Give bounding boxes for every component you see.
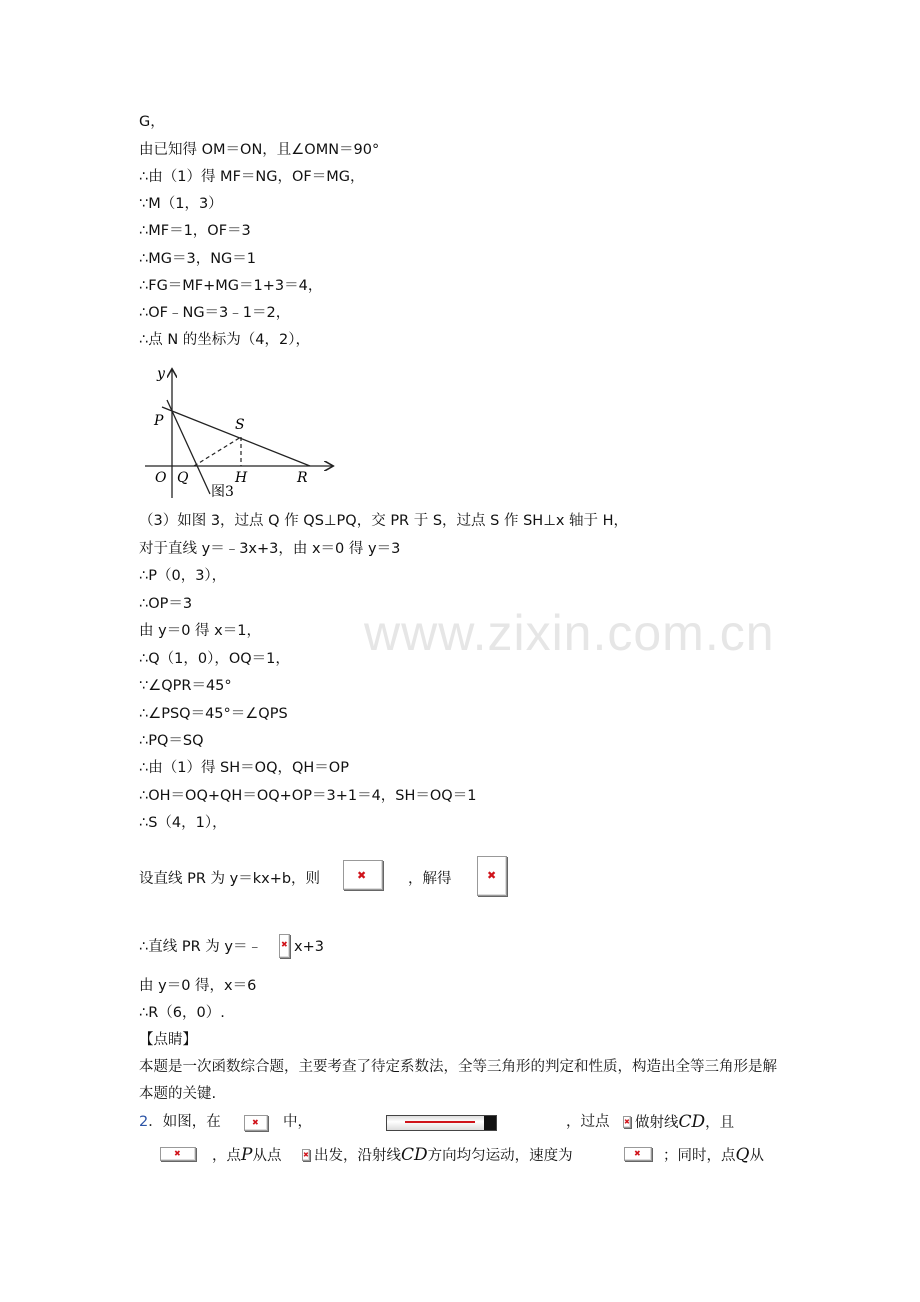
equation-image	[343, 860, 383, 890]
text-line: （3）如图 3，过点 Q 作 QS⊥PQ，交 PR 于 S，过点 S 作 SH⊥x 轴于 H，	[139, 513, 629, 529]
equation-image	[477, 856, 507, 896]
q2-text: ．如图，在	[148, 1114, 221, 1130]
watermark: www.zixin.com.cn	[364, 605, 775, 661]
text-line: ∴FG＝MF+MG＝1+3＝4，	[139, 278, 323, 294]
broken-image-icon: ✖	[281, 940, 288, 949]
text-line: ∴点 N 的坐标为（4，2），	[139, 332, 310, 348]
ray-cd-2: CD	[401, 1145, 428, 1165]
text-line: ∴由（1）得 MF＝NG，OF＝MG，	[139, 169, 365, 185]
label-o: O	[155, 470, 167, 486]
label-s: S	[235, 417, 245, 433]
q2-text	[663, 1145, 764, 1166]
equation-image	[302, 1149, 310, 1161]
broken-image-icon: ✖	[487, 869, 497, 882]
text-line: 设直线 PR 为 y＝kx+b，则	[139, 871, 321, 887]
comment-heading: 【点睛】	[139, 1032, 197, 1048]
q2-text: 中，	[283, 1114, 312, 1130]
text-line: ∴∠PSQ＝45°＝∠QPS	[139, 706, 288, 722]
text-line: ∴S（4，1），	[139, 815, 227, 831]
equation-image	[160, 1147, 196, 1161]
text-line: 由已知得 OM＝ON，且∠OMN＝90°	[139, 142, 380, 158]
figure-caption: 图3	[211, 484, 234, 500]
q2-text	[635, 1112, 734, 1133]
label-h: H	[235, 470, 248, 486]
label-r: R	[297, 470, 308, 486]
equation-image	[623, 1116, 631, 1128]
question-2-line-2	[212, 1145, 281, 1166]
question-number: 2	[139, 1114, 149, 1130]
q2-text	[314, 1145, 573, 1166]
q2-text: 从点	[252, 1148, 282, 1164]
equation-image	[624, 1147, 652, 1161]
image-bar	[405, 1121, 475, 1123]
equation-image-wide	[386, 1115, 497, 1131]
text-line: ，解得	[408, 871, 452, 887]
label-q: Q	[177, 470, 189, 486]
image-block	[484, 1116, 496, 1130]
text-line: ∴OH＝OQ+QH＝OQ+OP＝3+1＝4，SH＝OQ＝1	[139, 788, 477, 804]
q2-text: ，且	[705, 1115, 735, 1131]
broken-image-icon: ✖	[174, 1149, 181, 1158]
text-line: ∴MF＝1，OF＝3	[139, 223, 251, 239]
label-y: y	[157, 366, 165, 382]
q2-text: 方向均匀运动，速度为	[427, 1148, 573, 1164]
text-line: ∴MG＝3，NG＝1	[139, 251, 257, 267]
q2-text: 从	[749, 1148, 764, 1164]
ray-cd: CD	[678, 1112, 706, 1132]
label-p: P	[154, 413, 164, 429]
text-line: x+3	[294, 939, 324, 955]
equation-image	[244, 1115, 268, 1131]
text-line: 由 y＝0 得 x＝1，	[139, 623, 261, 639]
text-line: 由 y＝0 得，x＝6	[139, 978, 257, 994]
segment-qs	[194, 437, 241, 466]
question-2-line-1	[139, 1112, 221, 1132]
q2-text: 出发，沿射线	[314, 1148, 401, 1164]
text-line: ∵∠QPR＝45°	[139, 678, 232, 694]
text-line: G，	[139, 114, 165, 130]
broken-image-icon: ✖	[357, 869, 367, 882]
text-line: ∴PQ＝SQ	[139, 733, 204, 749]
text-line: ∴直线 PR 为 y＝﹣	[139, 939, 262, 955]
text-line: ∴OF﹣NG＝3﹣1＝2，	[139, 305, 291, 321]
q2-text: ；同时，点	[663, 1148, 736, 1164]
text-line: ∵M（1，3）	[139, 196, 223, 212]
broken-image-icon: ✖	[252, 1118, 259, 1127]
text-line: ∴由（1）得 SH＝OQ，QH＝OP	[139, 760, 349, 776]
point-q: Q	[735, 1145, 750, 1165]
broken-image-icon: ✖	[303, 1151, 309, 1159]
text-line: ∴Q（1，0），OQ＝1，	[139, 651, 290, 667]
text-line: ∴R（6，0）.	[139, 1005, 225, 1021]
point-p: P	[241, 1145, 253, 1165]
q2-text: ，点	[212, 1148, 241, 1164]
text-line: ∴OP＝3	[139, 596, 193, 612]
broken-image-icon: ✖	[624, 1118, 630, 1126]
text-line: ∴P（0，3），	[139, 568, 227, 584]
q2-text: ，过点	[566, 1114, 610, 1130]
text-line: 对于直线 y＝﹣3x+3，由 x＝0 得 y＝3	[139, 541, 401, 557]
q2-text: 做射线	[635, 1115, 679, 1131]
broken-image-icon: ✖	[634, 1149, 641, 1158]
equation-image	[279, 934, 290, 958]
figure-3	[140, 362, 340, 502]
comment-text: 本题是一次函数综合题，主要考查了待定系数法，全等三角形的判定和性质，构造出全等三角形是解本题的关键.	[139, 1059, 777, 1102]
line-pq	[167, 400, 210, 494]
